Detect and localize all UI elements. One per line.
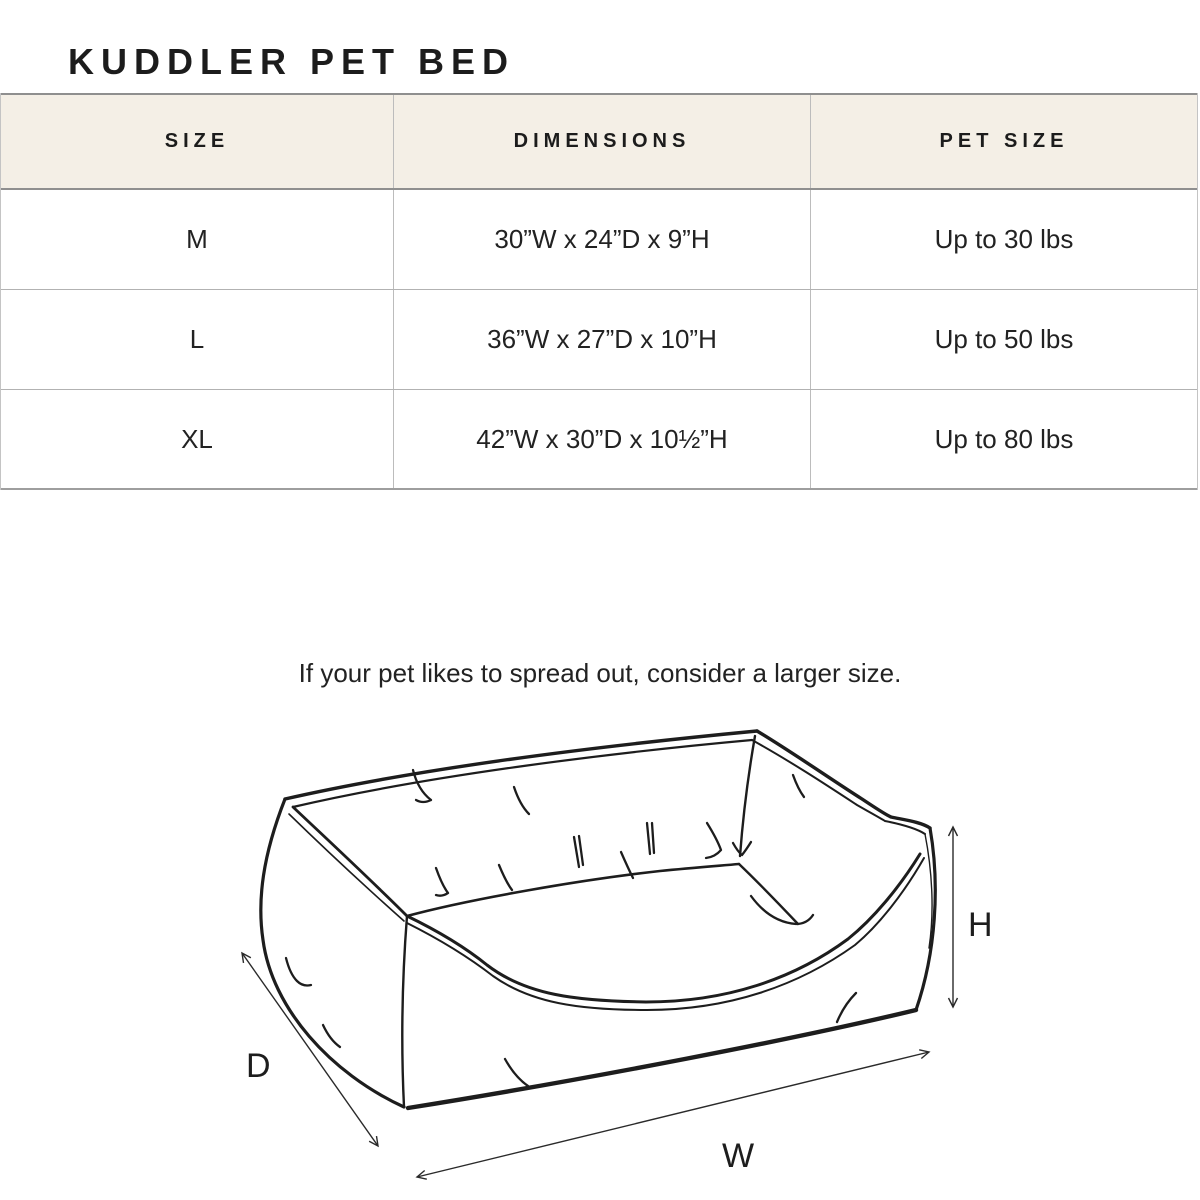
- table-row: [1, 390, 1197, 490]
- pet-size-cell: Up to 80 lbs: [810, 390, 1197, 488]
- dimensions-cell: 36”W x 27”D x 10”H: [393, 290, 810, 389]
- bed-outline: [261, 731, 935, 1108]
- size-cell: XL: [181, 423, 213, 454]
- pet-size-cell: Up to 50 lbs: [810, 290, 1197, 389]
- page-title: KUDDLER PET BED: [68, 41, 516, 82]
- depth-label: D: [246, 1047, 271, 1085]
- column-header-pet-size: PET SIZE: [810, 95, 1197, 188]
- size-cell: M: [186, 224, 208, 254]
- column-header-dimensions: DIMENSIONS: [393, 95, 810, 188]
- size-cell: L: [189, 324, 205, 354]
- pet-bed-diagram: [0, 700, 1200, 1200]
- bed-sketch: [261, 731, 935, 1108]
- dimension-labels: [246, 906, 993, 1175]
- width-dimension-line: [417, 1052, 929, 1177]
- sizing-note: If your pet likes to spread out, consider a larger size.: [298, 658, 902, 688]
- width-label: W: [722, 1137, 755, 1175]
- table-row: [1, 190, 1197, 290]
- dimensions-cell: 42”W x 30”D x 10½”H: [393, 390, 810, 488]
- table-header-row: [1, 93, 1197, 190]
- column-header-size: SIZE: [164, 130, 230, 152]
- pet-size-cell: Up to 30 lbs: [810, 190, 1197, 289]
- size-table: [0, 93, 1198, 490]
- bed-inner-seams: [289, 736, 924, 1107]
- tuft-marks: [286, 770, 856, 1086]
- height-label: H: [968, 906, 993, 944]
- dimensions-cell: 30”W x 24”D x 9”H: [393, 190, 810, 289]
- chart-header: [68, 41, 516, 82]
- table-row: [1, 290, 1197, 390]
